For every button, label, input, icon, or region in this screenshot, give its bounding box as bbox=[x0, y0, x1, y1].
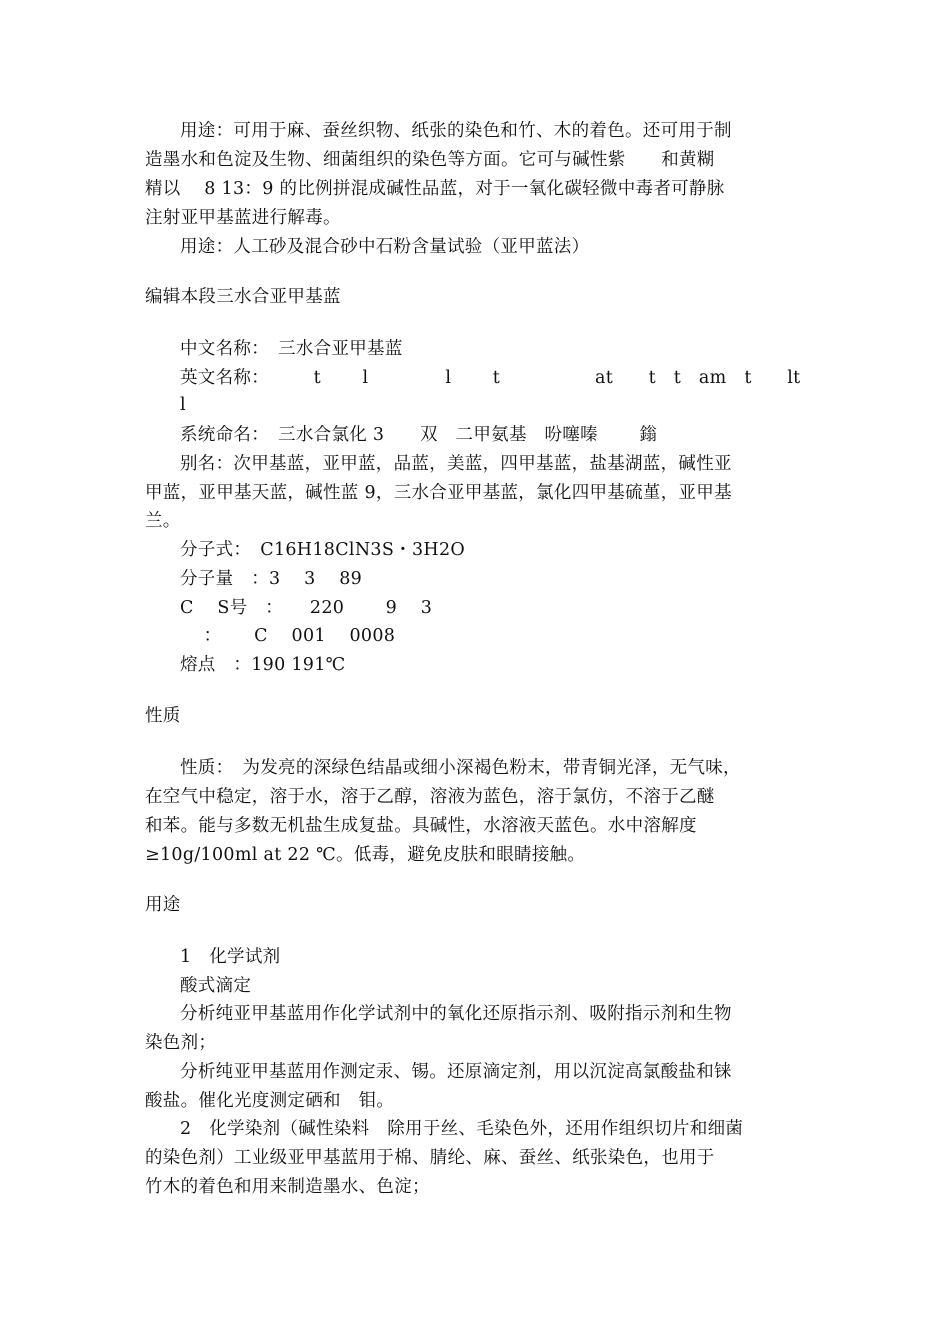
properties-line-3: 和苯。能与多数无机盐生成复盐。具碱性，水溶液天蓝色。水中溶解度 bbox=[145, 816, 697, 836]
english-name-line-2: l bbox=[180, 395, 186, 415]
use-item-2-line-2: 的染色剂）工业级亚甲基蓝用于棉、腈纶、麻、蚕丝、纸张染色，也用于 bbox=[145, 1148, 715, 1168]
use-item-titrant-line-1: 分析纯亚甲基蓝用作测定汞、锡。还原滴定剂，用以沉淀高氯酸盐和铼 bbox=[180, 1062, 732, 1082]
usage-paragraph-line-2: 造墨水和色淀及生物、细菌组织的染色等方面。它可与碱性紫 和黄糊 bbox=[145, 150, 715, 170]
section-heading-properties: 性质 bbox=[145, 706, 181, 726]
use-item-2-line-1: 2 化学染剂（碱性染料 除用于丝、毛染色外，还用作组织切片和细菌 bbox=[180, 1119, 744, 1139]
properties-line-4: ≥10g/100ml at 22 ℃。低毒，避免皮肤和眼睛接触。 bbox=[145, 845, 586, 865]
ec-number: ： C 001 0008 bbox=[180, 626, 396, 646]
alias-line-2: 甲蓝，亚甲基天蓝，碱性蓝 9，三水合亚甲基蓝，氯化四甲基硫堇，亚甲基 bbox=[145, 483, 732, 503]
systematic-name: 系统命名： 三水合氯化 3 双 二甲氨基 吩噻嗪 鎓 bbox=[180, 425, 658, 445]
use-item-indicator-line-1: 分析纯亚甲基蓝用作化学试剂中的氧化还原指示剂、吸附指示剂和生物 bbox=[180, 1004, 732, 1024]
english-name-line-1: 英文名称： t l l t at t t am t lt bbox=[180, 368, 801, 388]
use-item-titrant-line-2: 酸盐。催化光度测定硒和 钼。 bbox=[145, 1091, 395, 1111]
molecular-weight: 分子量 ：3 3 89 bbox=[180, 569, 363, 589]
usage-paragraph-line-3: 精以 8 13：9 的比例拼混成碱性品蓝，对于一氧化碳轻微中毒者可静脉 bbox=[145, 179, 725, 199]
cas-number: C S号 ： 220 9 3 bbox=[180, 598, 433, 618]
use-item-1-title: 1 化学试剂 bbox=[180, 947, 281, 967]
properties-line-2: 在空气中稳定，溶于水，溶于乙醇，溶液为蓝色，溶于氯仿，不溶于乙醚 bbox=[145, 787, 715, 807]
alias-line-3: 兰。 bbox=[145, 511, 181, 531]
chinese-name: 中文名称： 三水合亚甲基蓝 bbox=[180, 339, 403, 359]
usage-paragraph-2: 用途：人工砂及混合砂中石粉含量试验（亚甲蓝法） bbox=[180, 237, 590, 257]
use-item-indicator-line-2: 染色剂； bbox=[145, 1033, 217, 1053]
use-item-acid-titration: 酸式滴定 bbox=[180, 976, 252, 996]
usage-paragraph-line-4: 注射亚甲基蓝进行解毒。 bbox=[145, 208, 341, 228]
section-heading-trihydrate: 编辑本段三水合亚甲基蓝 bbox=[145, 287, 341, 307]
properties-line-1: 性质： 为发亮的深绿色结晶或细小深褐色粉末，带青铜光泽，无气味， bbox=[180, 758, 741, 778]
usage-paragraph-line-1: 用途：可用于麻、蚕丝织物、纸张的染色和竹、木的着色。还可用于制 bbox=[180, 121, 732, 141]
use-item-2-line-3: 竹木的着色和用来制造墨水、色淀； bbox=[145, 1177, 430, 1197]
molecular-formula: 分子式： C16H18ClN3S・3H2O bbox=[180, 540, 466, 560]
alias-line-1: 别名：次甲基蓝，亚甲蓝，品蓝，美蓝，四甲基蓝，盐基湖蓝，碱性亚 bbox=[180, 454, 732, 474]
melting-point: 熔点 ：190 191℃ bbox=[180, 655, 346, 675]
section-heading-uses: 用途 bbox=[145, 895, 181, 915]
